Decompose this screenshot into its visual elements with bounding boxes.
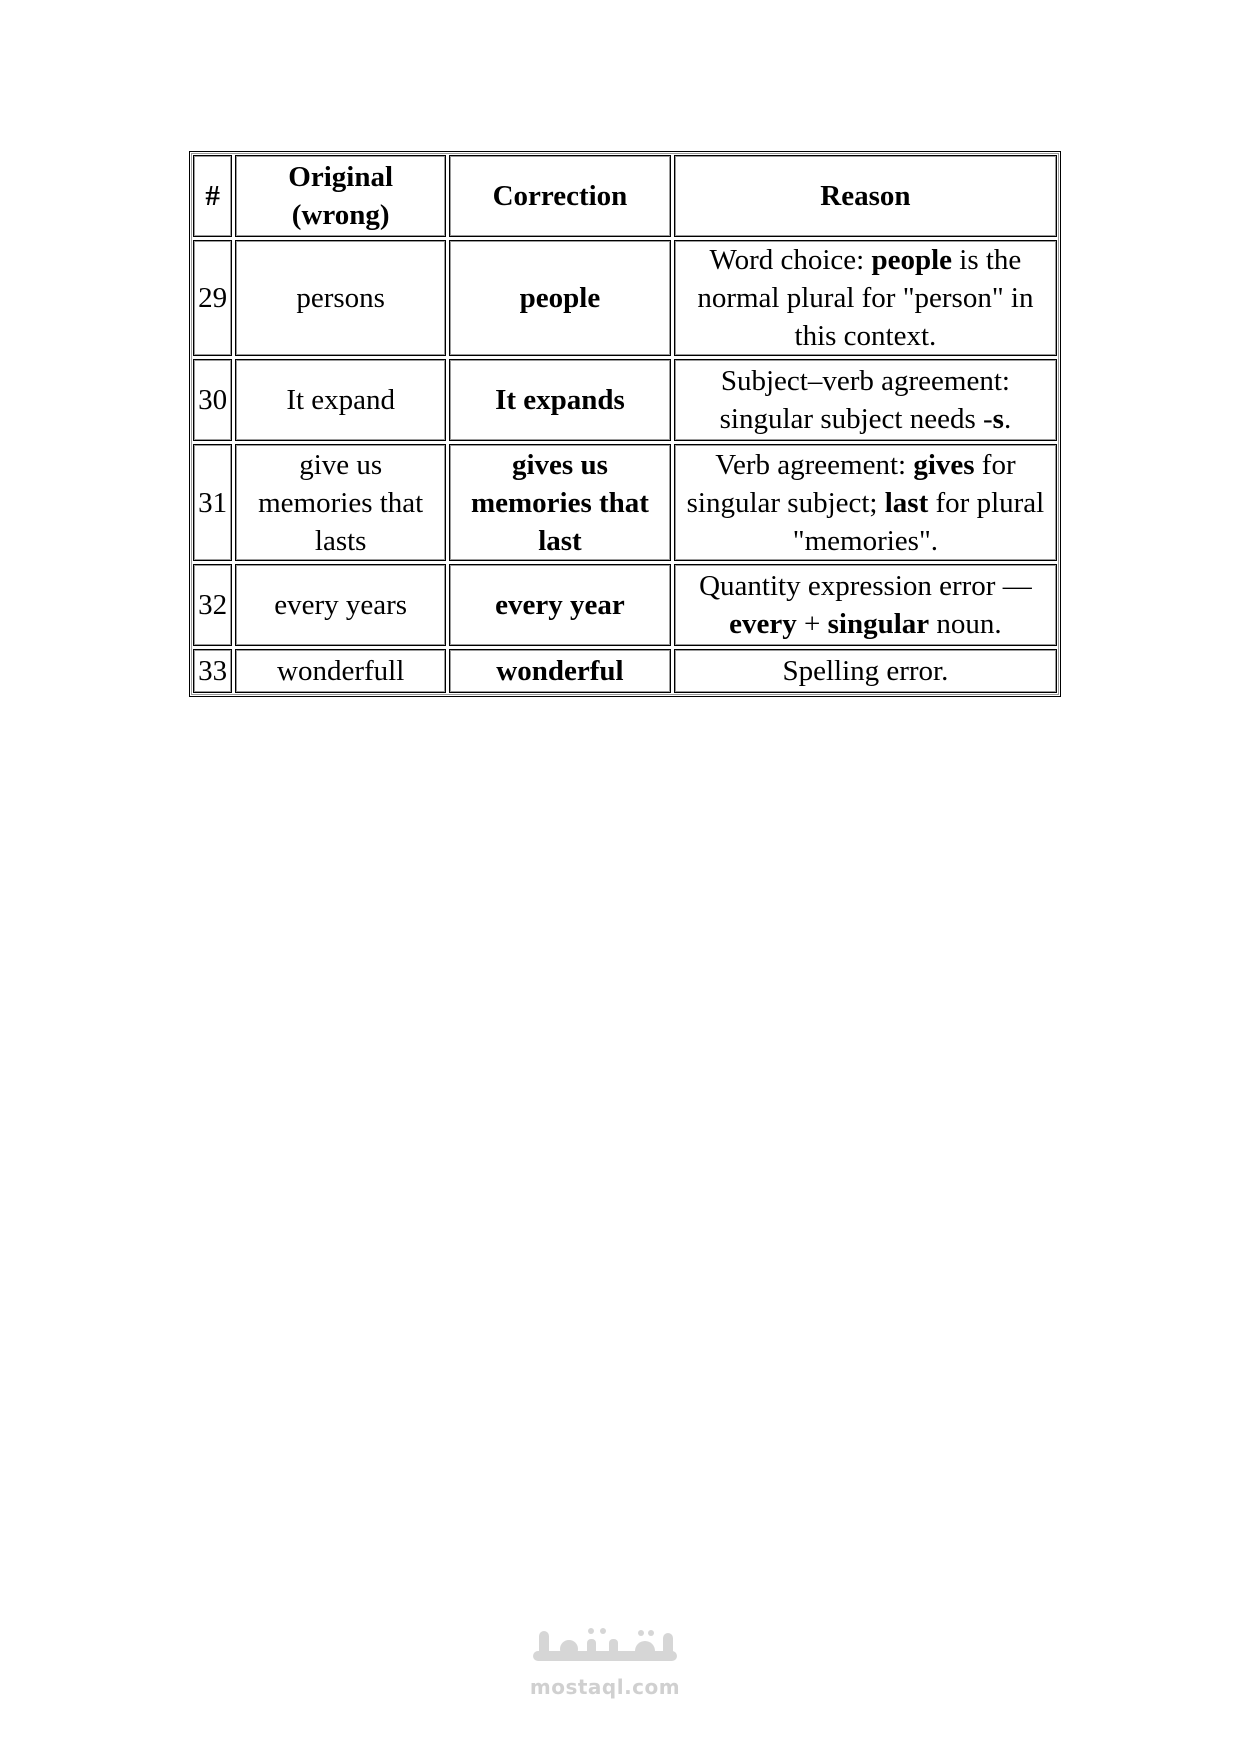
correction-cell: people [449,240,671,356]
reason-cell [674,359,1057,441]
reason-text: Subject–verb agreement: singular subject needs - [719,365,1010,435]
reason-text: . [1003,403,1012,435]
reason-emphasis: people [871,244,953,276]
row-number: 29 [193,240,232,356]
reason-text: Verb agreement: [715,448,914,481]
table-row [193,564,1057,646]
correction-cell: gives us memories that last [449,444,671,561]
correction-cell: It expands [449,359,671,441]
mostaql-watermark [510,1625,700,1699]
original-cell: give us memories that lasts [235,444,446,561]
corrections-table [189,151,1061,697]
row-number: 31 [193,444,232,561]
reason-emphasis: last [884,486,929,519]
watermark-site-text: mostaql.com [529,1675,681,1699]
original-cell: wonderfull [235,649,446,693]
mostaql-logo-icon [525,1625,685,1675]
reason-cell [674,564,1057,646]
row-number: 30 [193,359,232,441]
reason-emphasis: every [729,608,797,640]
reason-text: Quantity expression error — [699,570,1032,602]
header-reason: Reason [674,155,1057,237]
reason-text: for singular subject; [686,448,1016,519]
reason-cell [674,649,1057,693]
reason-cell [674,444,1057,561]
original-cell: It expand [235,359,446,441]
reason-text: + [796,608,828,640]
row-number: 32 [193,564,232,646]
reason-text: Word choice: [709,244,872,276]
reason-emphasis: singular [827,608,930,640]
header-original: Original (wrong) [235,155,446,237]
reason-text: for plural "memories". [792,486,1045,557]
correction-cell: every year [449,564,671,646]
reason-emphasis: s [992,403,1004,435]
table-row [193,444,1057,561]
original-cell: persons [235,240,446,356]
table-row [193,240,1057,356]
correction-cell: wonderful [449,649,671,693]
reason-emphasis: gives [913,448,975,481]
table-row [193,359,1057,441]
header-correction: Correction [449,155,671,237]
table-header-row [193,155,1057,237]
header-num: # [193,155,232,237]
reason-text: Spelling error. [782,655,949,687]
original-cell: every years [235,564,446,646]
reason-text: noun. [929,608,1002,640]
table-row [193,649,1057,693]
row-number: 33 [193,649,232,693]
reason-cell [674,240,1057,356]
reason-text: is the normal plural for "person" in this context. [697,244,1034,352]
